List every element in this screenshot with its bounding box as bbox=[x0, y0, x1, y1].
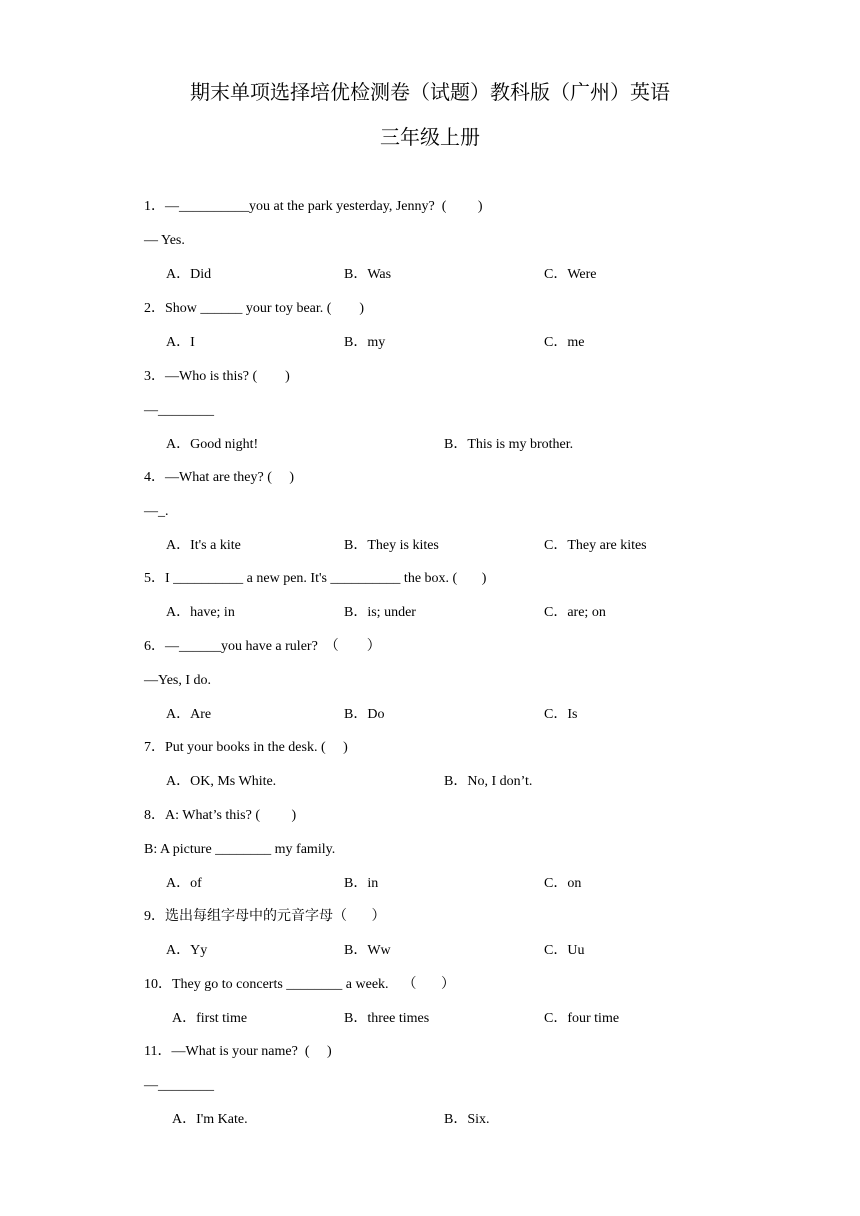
question-3-answer: —________ bbox=[144, 403, 214, 418]
question-8-stem: 8．A: What’s this? ( ) bbox=[144, 808, 297, 823]
question-10-option-b: B．three times bbox=[344, 1011, 430, 1026]
question-1-option-b: B．Was bbox=[344, 267, 392, 282]
question-6-option-c: C．Is bbox=[544, 707, 578, 722]
document-subtitle: 三年级上册 bbox=[380, 125, 480, 149]
question-4-option-a: A．It's a kite bbox=[166, 538, 241, 553]
question-8-option-a: A．of bbox=[166, 876, 202, 891]
question-4-option-b: B．They is kites bbox=[344, 538, 439, 553]
question-7-option-a: A．OK, Ms White. bbox=[166, 774, 277, 789]
question-1-option-c: C．Were bbox=[544, 267, 597, 282]
question-1-option-a: A．Did bbox=[166, 267, 212, 282]
question-5-option-c: C．are; on bbox=[544, 605, 606, 620]
question-4-stem: 4．—What are they? ( ) bbox=[144, 470, 295, 485]
question-4-option-c: C．They are kites bbox=[544, 538, 647, 553]
question-11-answer: —________ bbox=[144, 1078, 214, 1093]
question-8-option-b: B．in bbox=[344, 876, 379, 891]
question-9-option-b: B．Ww bbox=[344, 943, 391, 958]
question-6-stem: 6．—______you have a ruler? （ ） bbox=[144, 639, 381, 654]
question-8-answer: B: A picture ________ my family. bbox=[144, 842, 336, 857]
question-2-option-b: B．my bbox=[344, 335, 386, 350]
question-5-stem: 5．I __________ a new pen. It's __________ the box. ( ) bbox=[144, 571, 487, 586]
question-3-option-a: A．Good night! bbox=[166, 437, 259, 452]
question-6-option-a: A．Are bbox=[166, 707, 212, 722]
question-8-option-c: C．on bbox=[544, 876, 582, 891]
question-3-stem: 3．—Who is this? ( ) bbox=[144, 369, 290, 384]
question-3-option-b: B．This is my brother. bbox=[444, 437, 574, 452]
question-5-option-b: B．is; under bbox=[344, 605, 416, 620]
question-9-option-c: C．Uu bbox=[544, 943, 585, 958]
question-4-answer: —_. bbox=[144, 504, 169, 519]
question-7-option-b: B．No, I don’t. bbox=[444, 774, 533, 789]
question-2-option-a: A．I bbox=[166, 335, 195, 350]
question-6-option-b: B．Do bbox=[344, 707, 385, 722]
question-10-stem: 10．They go to concerts ________ a week. （ ） bbox=[144, 977, 456, 992]
question-11-option-b: B．Six. bbox=[444, 1112, 490, 1127]
question-7-stem: 7．Put your books in the desk. ( ) bbox=[144, 740, 348, 755]
question-11-option-a: A．I'm Kate. bbox=[172, 1112, 248, 1127]
question-10-option-a: A．first time bbox=[172, 1011, 248, 1026]
question-9-option-a: A．Yy bbox=[166, 943, 208, 958]
document-title: 期末单项选择培优检测卷（试题）教科版（广州）英语 bbox=[190, 80, 670, 104]
question-1-stem: 1．—__________you at the park yesterday, Jenny? ( ) bbox=[144, 199, 483, 214]
question-1-answer: — Yes. bbox=[144, 233, 185, 248]
question-6-answer: —Yes, I do. bbox=[144, 673, 212, 688]
question-2-option-c: C．me bbox=[544, 335, 585, 350]
question-11-stem: 11．—What is your name? ( ) bbox=[144, 1044, 332, 1059]
question-9-stem: 9．选出每组字母中的元音字母（ ） bbox=[144, 909, 386, 924]
question-10-option-c: C．four time bbox=[544, 1011, 620, 1026]
question-5-option-a: A．have; in bbox=[166, 605, 235, 620]
question-2-stem: 2．Show ______ your toy bear. ( ) bbox=[144, 301, 365, 316]
